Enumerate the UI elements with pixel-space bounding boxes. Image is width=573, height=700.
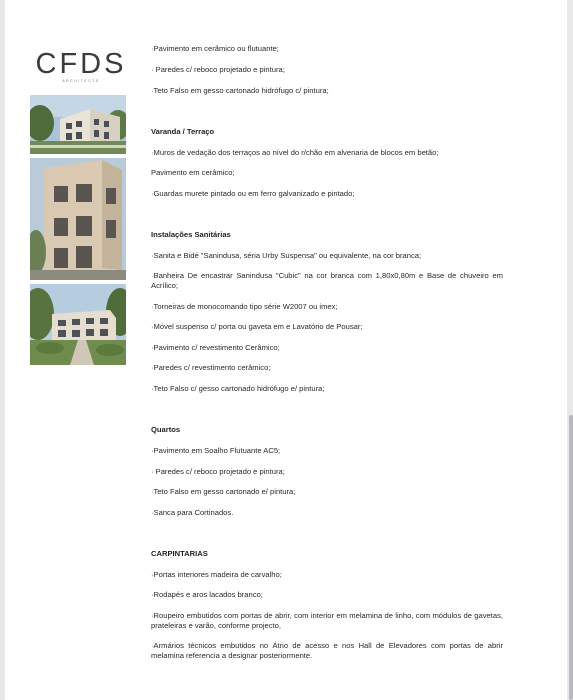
spec-item: ·Torneiras de monocomando tipo série W2007 ou imex; [151, 302, 338, 311]
building-render-photo-3 [30, 284, 126, 365]
logo-wordmark: CFDS [35, 48, 127, 80]
spec-item: ·Guardas murete pintado ou em ferro galvanizado e pintado; [151, 189, 355, 198]
spec-item: · Paredes c/ reboco projetado e pintura; [151, 65, 285, 74]
spec-item: ·Armários técnicos embutidos no Átrio de acesso e nos Hall de Elevadores com portas de abrir melamina referencia a designar posteriormente. [151, 641, 503, 660]
vertical-scrollbar[interactable] [569, 415, 573, 700]
spec-item: ·Sanca para Cortinados. [151, 508, 234, 517]
section-heading-varanda: Varanda / Terraço [151, 127, 215, 136]
section-heading-quartos: Quartos [151, 425, 181, 434]
spec-item: ·Paredes c/ revestimento cerâmico; [151, 363, 271, 372]
spec-item: ·Móvel suspenso c/ porta ou gaveta em e Lavatório de Pousar; [151, 322, 363, 331]
spec-item: ·Teto Falso c/ gesso cartonado hidrófugo e/ pintura; [151, 384, 325, 393]
spec-item: ·Banheira De encastrar Sanindusa "Cubic" na cor branca com 1,80x0,80m e Base de chuveiro em Acrílico; [151, 271, 503, 290]
spec-item: ·Pavimento em cerâmico ou flutuante; [151, 44, 279, 53]
spec-item: ·Rodapés e aros lacados branco; [151, 590, 263, 599]
document-page [5, 0, 567, 700]
spec-item: ·Pavimento em Soalho Flutuante AC5; [151, 446, 281, 455]
logo-tagline: ARCHITECTS [62, 79, 100, 83]
spec-item: ·Pavimento c/ revestimento Cerâmico; [151, 343, 280, 352]
spec-item: ·Sanita e Bidé "Sanindusa, séria Urby Suspensa" ou equivalente, na cor branca; [151, 251, 422, 260]
section-heading-instalacoes-sanitarias: Instalações Sanitárias [151, 230, 231, 239]
spec-item: ·Teto Falso em gesso cartonado hidrófugo c/ pintura; [151, 86, 329, 95]
section-heading-carpintarias: CARPINTARIAS [151, 549, 208, 558]
building-render-photo-1 [30, 95, 126, 154]
spec-item: · Paredes c/ reboco projetado e pintura; [151, 467, 285, 476]
building-render-photo-2 [30, 158, 126, 280]
spec-item: ·Teto Falso em gesso cartonado e/ pintura; [151, 487, 296, 496]
spec-item: ·Roupeiro embutidos com portas de abrir, com interior em melamina de linho, com módulos de gavetas, prateleiras e varão, conforme projecto, [151, 611, 503, 630]
company-logo [33, 50, 129, 83]
spec-item: ·Muros de vedação dos terraços ao nível do r/chão em alvenaria de blocos em betão; [151, 148, 439, 157]
spec-item: Pavimento em cerâmico; [151, 168, 235, 177]
spec-item: ·Portas interiores madeira de carvalho; [151, 570, 282, 579]
